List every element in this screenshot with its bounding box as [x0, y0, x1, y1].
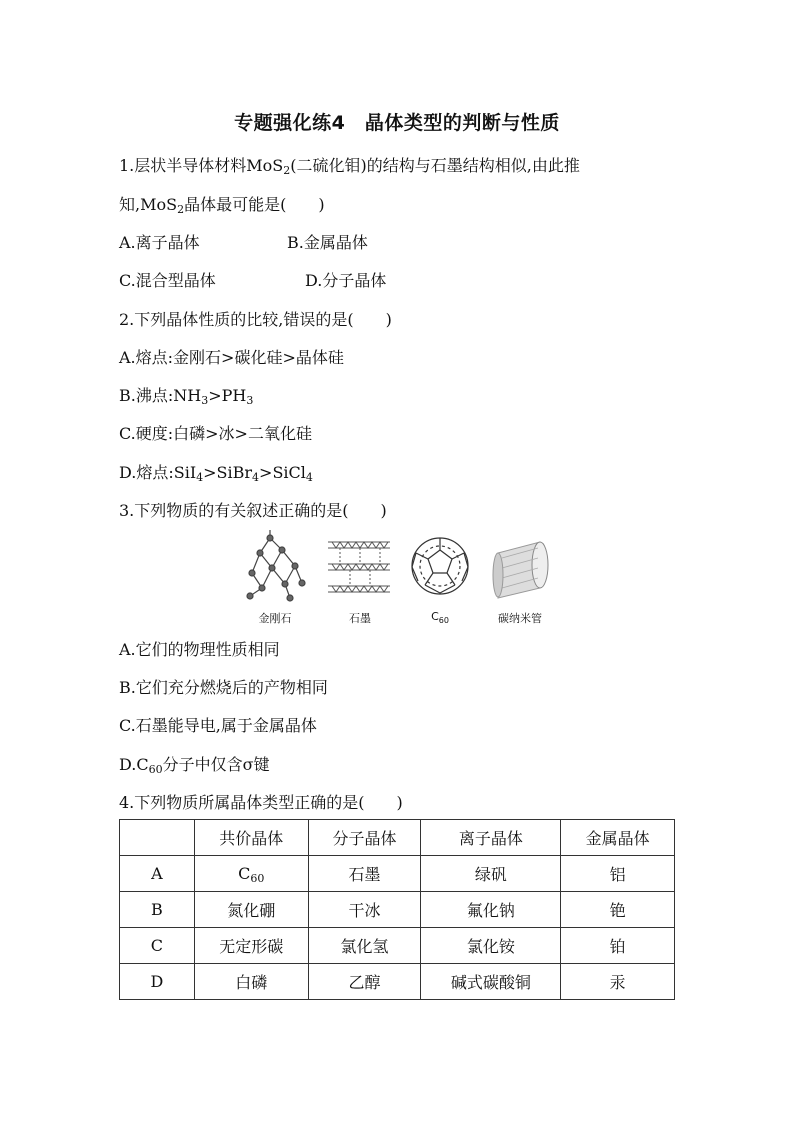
label-diamond: 金刚石 — [258, 612, 292, 625]
q1-text: 知,MoS — [119, 195, 178, 214]
q3-option-b: B.它们充分燃烧后的产物相同 — [119, 678, 328, 697]
nanotube-structure-icon — [493, 542, 548, 598]
diamond-structure-icon — [247, 530, 305, 601]
table-header-cell — [120, 820, 195, 856]
q3-text: 分子中仅含σ键 — [162, 755, 270, 774]
q3-option-c: C.石墨能导电,属于金属晶体 — [119, 716, 317, 735]
q3-stem: 3.下列物质的有关叙述正确的是( ) — [119, 501, 387, 520]
table-cell: 氮化硼 — [194, 892, 308, 928]
allotrope-illustrations — [240, 528, 560, 608]
q2-subscript: 4 — [196, 471, 204, 484]
cell-text: C — [238, 864, 251, 883]
c60-structure-icon — [412, 538, 468, 594]
table-header-cell: 共价晶体 — [194, 820, 308, 856]
table-header-row — [120, 820, 675, 856]
q2-option-d — [119, 463, 313, 483]
table-row — [120, 856, 675, 892]
table-cell: 石墨 — [308, 856, 421, 892]
q2-text: D.熔点:SiI — [119, 463, 197, 482]
table-cell: C — [120, 928, 195, 964]
q2-subscript: 3 — [201, 394, 209, 407]
label-nanotube: 碳纳米管 — [498, 612, 542, 625]
carbon-allotropes-figure — [240, 528, 560, 628]
q2-subscript: 4 — [305, 471, 313, 484]
q3-option-a: A.它们的物理性质相同 — [119, 640, 280, 659]
table-cell: 氯化氢 — [308, 928, 421, 964]
cell-subscript: 60 — [250, 872, 265, 885]
label-graphite: 石墨 — [349, 612, 371, 625]
q1-subscript: 2 — [283, 164, 291, 177]
q2-option-b — [119, 386, 253, 406]
table-cell: 白磷 — [194, 964, 308, 1000]
table-row — [120, 964, 675, 1000]
table-header-cell: 金属晶体 — [561, 820, 675, 856]
table-cell: 汞 — [561, 964, 675, 1000]
q2-text: >SiCl — [259, 463, 306, 482]
q2-text: >PH — [208, 386, 247, 405]
crystal-type-table — [119, 819, 675, 1000]
table-cell: 乙醇 — [308, 964, 421, 1000]
table-cell: 碱式碳酸铜 — [421, 964, 561, 1000]
table-cell: 绿矾 — [421, 856, 561, 892]
q2-text: B.沸点:NH — [119, 386, 202, 405]
q2-option-c: C.硬度:白磷>冰>二氧化硅 — [119, 424, 312, 443]
q4-stem: 4.下列物质所属晶体类型正确的是( ) — [119, 793, 403, 812]
q3-text: D.C — [119, 755, 149, 774]
q2-stem: 2.下列晶体性质的比较,错误的是( ) — [119, 310, 392, 329]
table-row — [120, 892, 675, 928]
table-cell: 无定形碳 — [194, 928, 308, 964]
table-cell: 铯 — [561, 892, 675, 928]
q1-text: 晶体最可能是( ) — [184, 195, 325, 214]
q2-subscript: 3 — [246, 394, 254, 407]
table-header-cell: 分子晶体 — [308, 820, 421, 856]
q1-stem-line1 — [119, 156, 580, 176]
q1-text: (二硫化钼)的结构与石墨结构相似,由此推 — [290, 156, 580, 175]
table-cell: 铝 — [561, 856, 675, 892]
table-cell: 氟化钠 — [421, 892, 561, 928]
label-c60-text: C — [431, 610, 439, 623]
q1-stem-line2 — [119, 195, 325, 215]
table-cell — [194, 856, 308, 892]
q3-subscript: 60 — [148, 763, 163, 776]
table-row — [120, 928, 675, 964]
table-header-cell: 离子晶体 — [421, 820, 561, 856]
q1-option-c: C.混合型晶体 — [119, 271, 216, 290]
table-cell: B — [120, 892, 195, 928]
label-c60-subscript: 60 — [438, 616, 449, 625]
table-cell: 铂 — [561, 928, 675, 964]
q1-option-d: D.分子晶体 — [305, 271, 387, 290]
table-cell: D — [120, 964, 195, 1000]
q2-option-a: A.熔点:金刚石>碳化硅>晶体硅 — [119, 348, 344, 367]
q3-option-d — [119, 755, 270, 775]
table-cell: 干冰 — [308, 892, 421, 928]
q1-option-a: A.离子晶体 — [119, 233, 200, 252]
graphite-structure-icon — [328, 542, 390, 592]
q1-option-b: B.金属晶体 — [287, 233, 368, 252]
q1-subscript: 2 — [177, 203, 185, 216]
q1-text: 1.层状半导体材料MoS — [119, 156, 284, 175]
page-title: 专题强化练4 晶体类型的判断与性质 — [234, 112, 560, 134]
table-cell: A — [120, 856, 195, 892]
q2-subscript: 4 — [252, 471, 260, 484]
q2-text: >SiBr — [203, 463, 253, 482]
label-c60 — [405, 610, 475, 623]
table-cell: 氯化铵 — [421, 928, 561, 964]
